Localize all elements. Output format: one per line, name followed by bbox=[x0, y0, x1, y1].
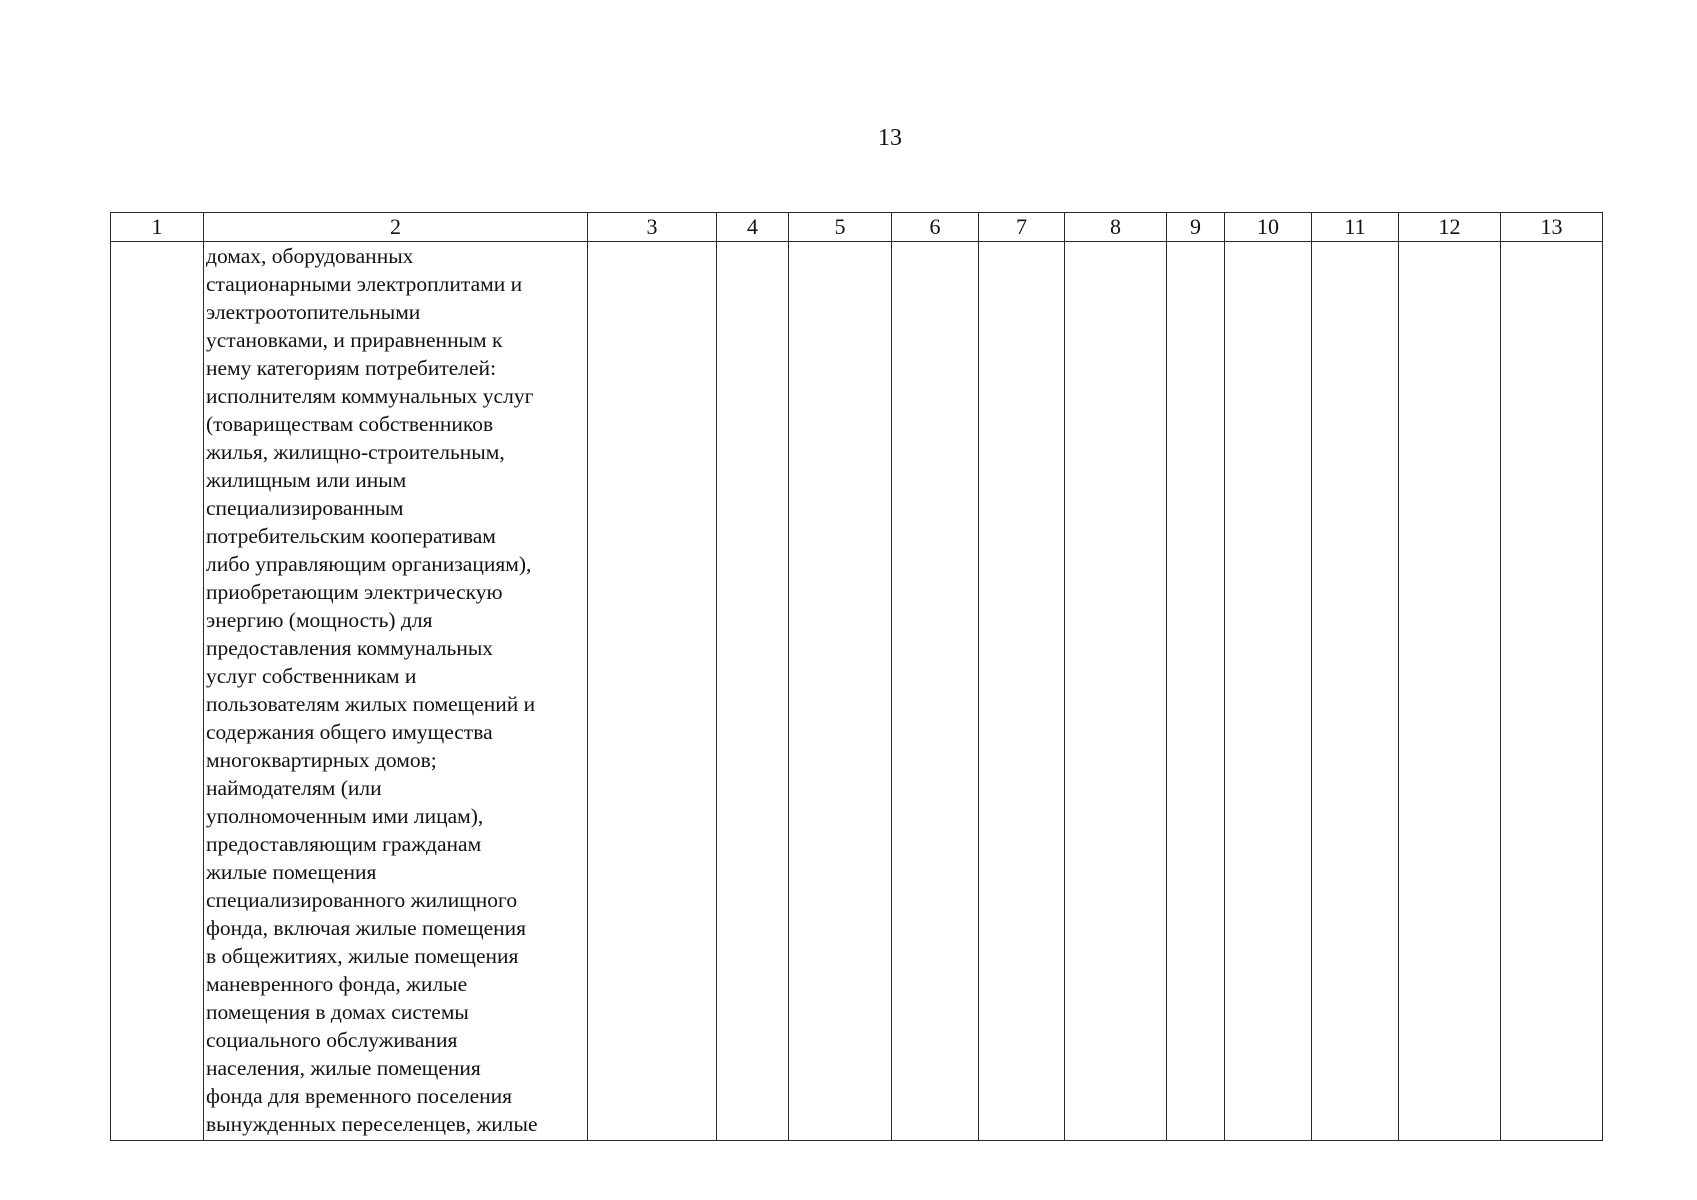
column-header-13: 13 bbox=[1501, 213, 1603, 242]
table-cell-col7 bbox=[979, 242, 1065, 1141]
column-header-1: 1 bbox=[111, 213, 204, 242]
column-header-2: 2 bbox=[204, 213, 588, 242]
column-header-9: 9 bbox=[1167, 213, 1225, 242]
column-header-5: 5 bbox=[789, 213, 892, 242]
table-cell-col5 bbox=[789, 242, 892, 1141]
column-header-7: 7 bbox=[979, 213, 1065, 242]
table-cell-col11 bbox=[1312, 242, 1399, 1141]
column-header-11: 11 bbox=[1312, 213, 1399, 242]
column-header-6: 6 bbox=[892, 213, 979, 242]
table-cell-col10 bbox=[1225, 242, 1312, 1141]
table-cell-col3 bbox=[588, 242, 717, 1141]
table-cell-col4 bbox=[717, 242, 789, 1141]
column-number-row bbox=[111, 213, 1603, 242]
column-header-3: 3 bbox=[588, 213, 717, 242]
table-cell-col8 bbox=[1065, 242, 1167, 1141]
column-header-12: 12 bbox=[1399, 213, 1501, 242]
table-row bbox=[111, 242, 1603, 1141]
consumer-category-text: домах, оборудованных стационарными электроплитами и электроотопительными установками, и приравненным к нему категориям потребителей: исполнителям коммунальных услуг (товариществам собственников жилья, жилищно-строительным, жилищным или иным специализированным потребительским кооперативам либо управляющим организациям), приобретающим электрическую энергию (мощность) для предоставления коммунальных услуг собственникам и пользователям жилых помещений и содержания общего имущества многоквартирных домов; наймодателям (или уполномоченным ими лицам), предоставляющим гражданам жилые помещения специализированного жилищного фонда, включая жилые помещения в общежитиях, жилые помещения маневренного фонда, жилые помещения в домах системы социального обслуживания населения, жилые помещения фонда для временного поселения вынужденных переселенцев, жилые bbox=[206, 244, 538, 1136]
column-header-10: 10 bbox=[1225, 213, 1312, 242]
table-cell-col1 bbox=[111, 242, 204, 1141]
page-number: 13 bbox=[878, 125, 902, 151]
data-table bbox=[110, 212, 1603, 1141]
table-cell-col12 bbox=[1399, 242, 1501, 1141]
column-header-4: 4 bbox=[717, 213, 789, 242]
table-cell-col13 bbox=[1501, 242, 1603, 1141]
column-header-8: 8 bbox=[1065, 213, 1167, 242]
table-cell-col9 bbox=[1167, 242, 1225, 1141]
table-cell-col2 bbox=[204, 242, 588, 1141]
table-cell-col6 bbox=[892, 242, 979, 1141]
